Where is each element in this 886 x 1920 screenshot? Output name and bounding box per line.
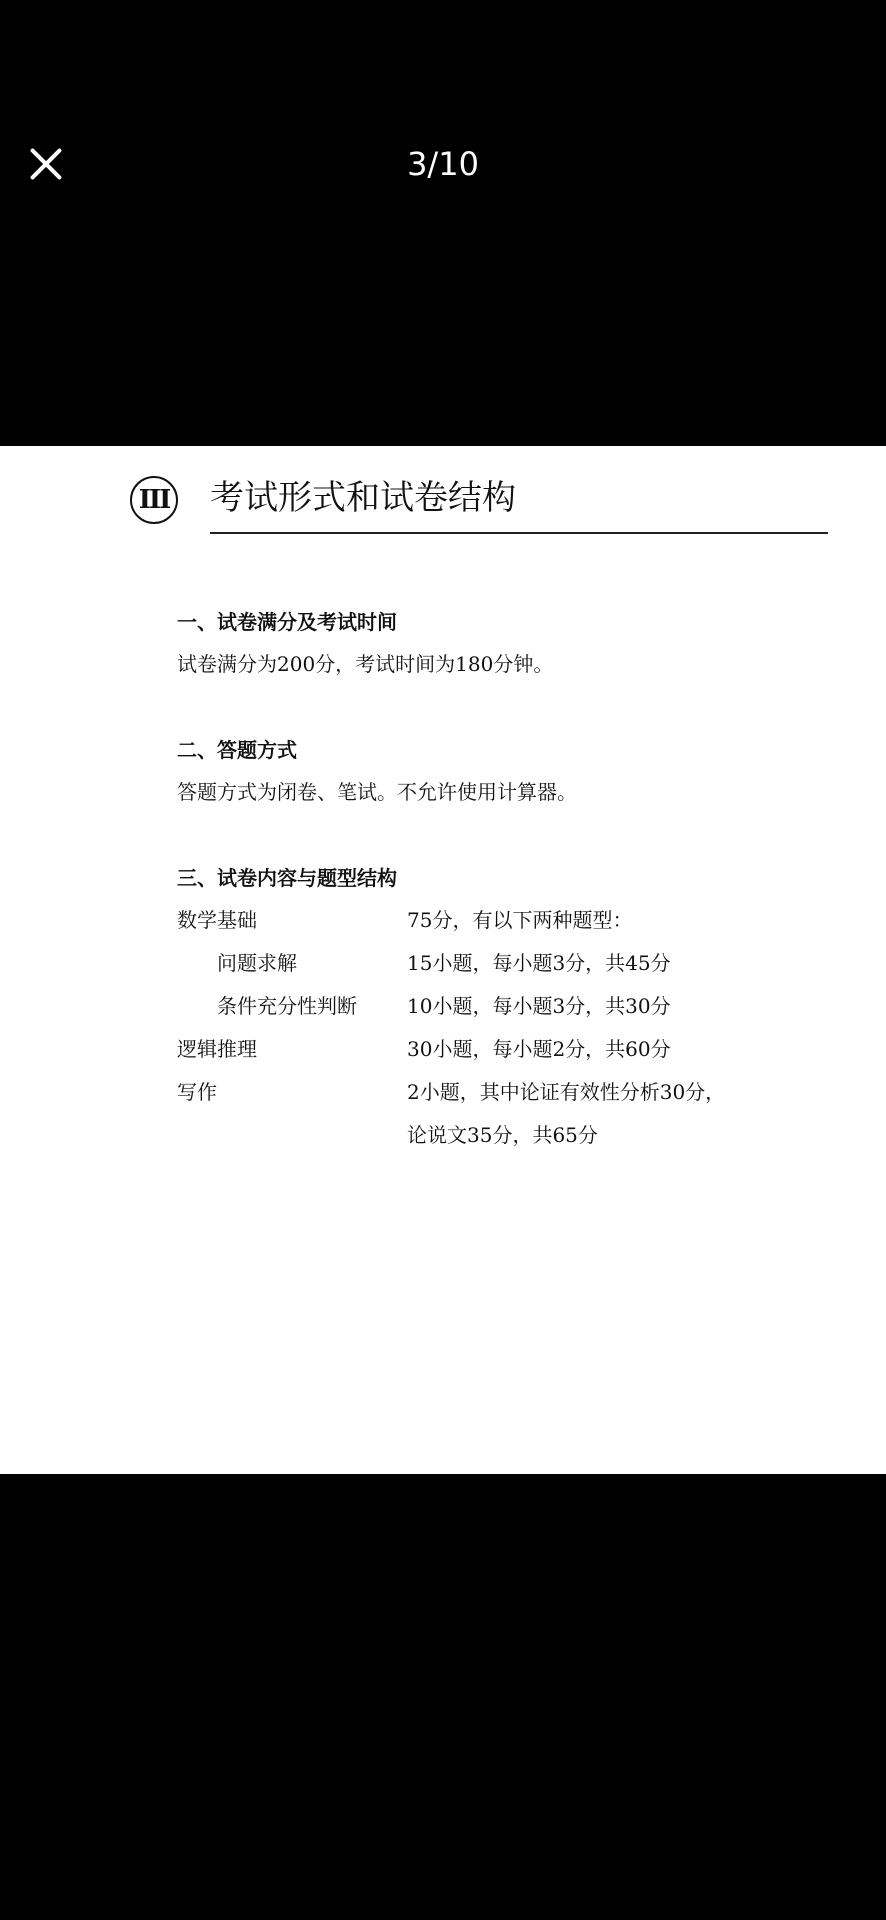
row-value: 15小题，每小题3分，共45分 xyxy=(407,951,671,975)
document-page xyxy=(0,446,886,1474)
heading-score-time: 一、试卷满分及考试时间 xyxy=(177,610,397,634)
structure-row xyxy=(177,1121,827,1149)
viewer-bottom-area xyxy=(0,1474,886,1920)
viewer-toolbar xyxy=(0,0,886,330)
section-title: 考试形式和试卷结构 xyxy=(210,478,516,518)
heading-answer-method: 二、答题方式 xyxy=(177,738,297,762)
structure-row xyxy=(177,949,827,977)
row-value: 论说文35分，共65分 xyxy=(407,1123,598,1147)
row-label: 写作 xyxy=(177,1080,217,1104)
row-label: 逻辑推理 xyxy=(177,1037,257,1061)
row-label: 条件充分性判断 xyxy=(217,994,357,1018)
structure-row xyxy=(177,1035,827,1063)
page-counter: 3/10 xyxy=(407,145,479,183)
paragraph-score-time: 试卷满分为200分，考试时间为180分钟。 xyxy=(177,652,554,676)
section-numeral-badge: III xyxy=(130,476,178,524)
heading-content-structure: 三、试卷内容与题型结构 xyxy=(177,866,397,890)
row-value: 30小题，每小题2分，共60分 xyxy=(407,1037,671,1061)
paragraph-answer-method: 答题方式为闭卷、笔试。不允许使用计算器。 xyxy=(177,780,577,804)
row-value: 2小题，其中论证有效性分析30分， xyxy=(407,1080,726,1104)
title-divider xyxy=(210,532,828,534)
row-value: 75分，有以下两种题型： xyxy=(407,908,633,932)
structure-row xyxy=(177,992,827,1020)
row-label: 数学基础 xyxy=(177,908,257,932)
structure-row xyxy=(177,906,827,934)
structure-row xyxy=(177,1078,827,1106)
row-label: 问题求解 xyxy=(217,951,297,975)
row-value: 10小题，每小题3分，共30分 xyxy=(407,994,671,1018)
